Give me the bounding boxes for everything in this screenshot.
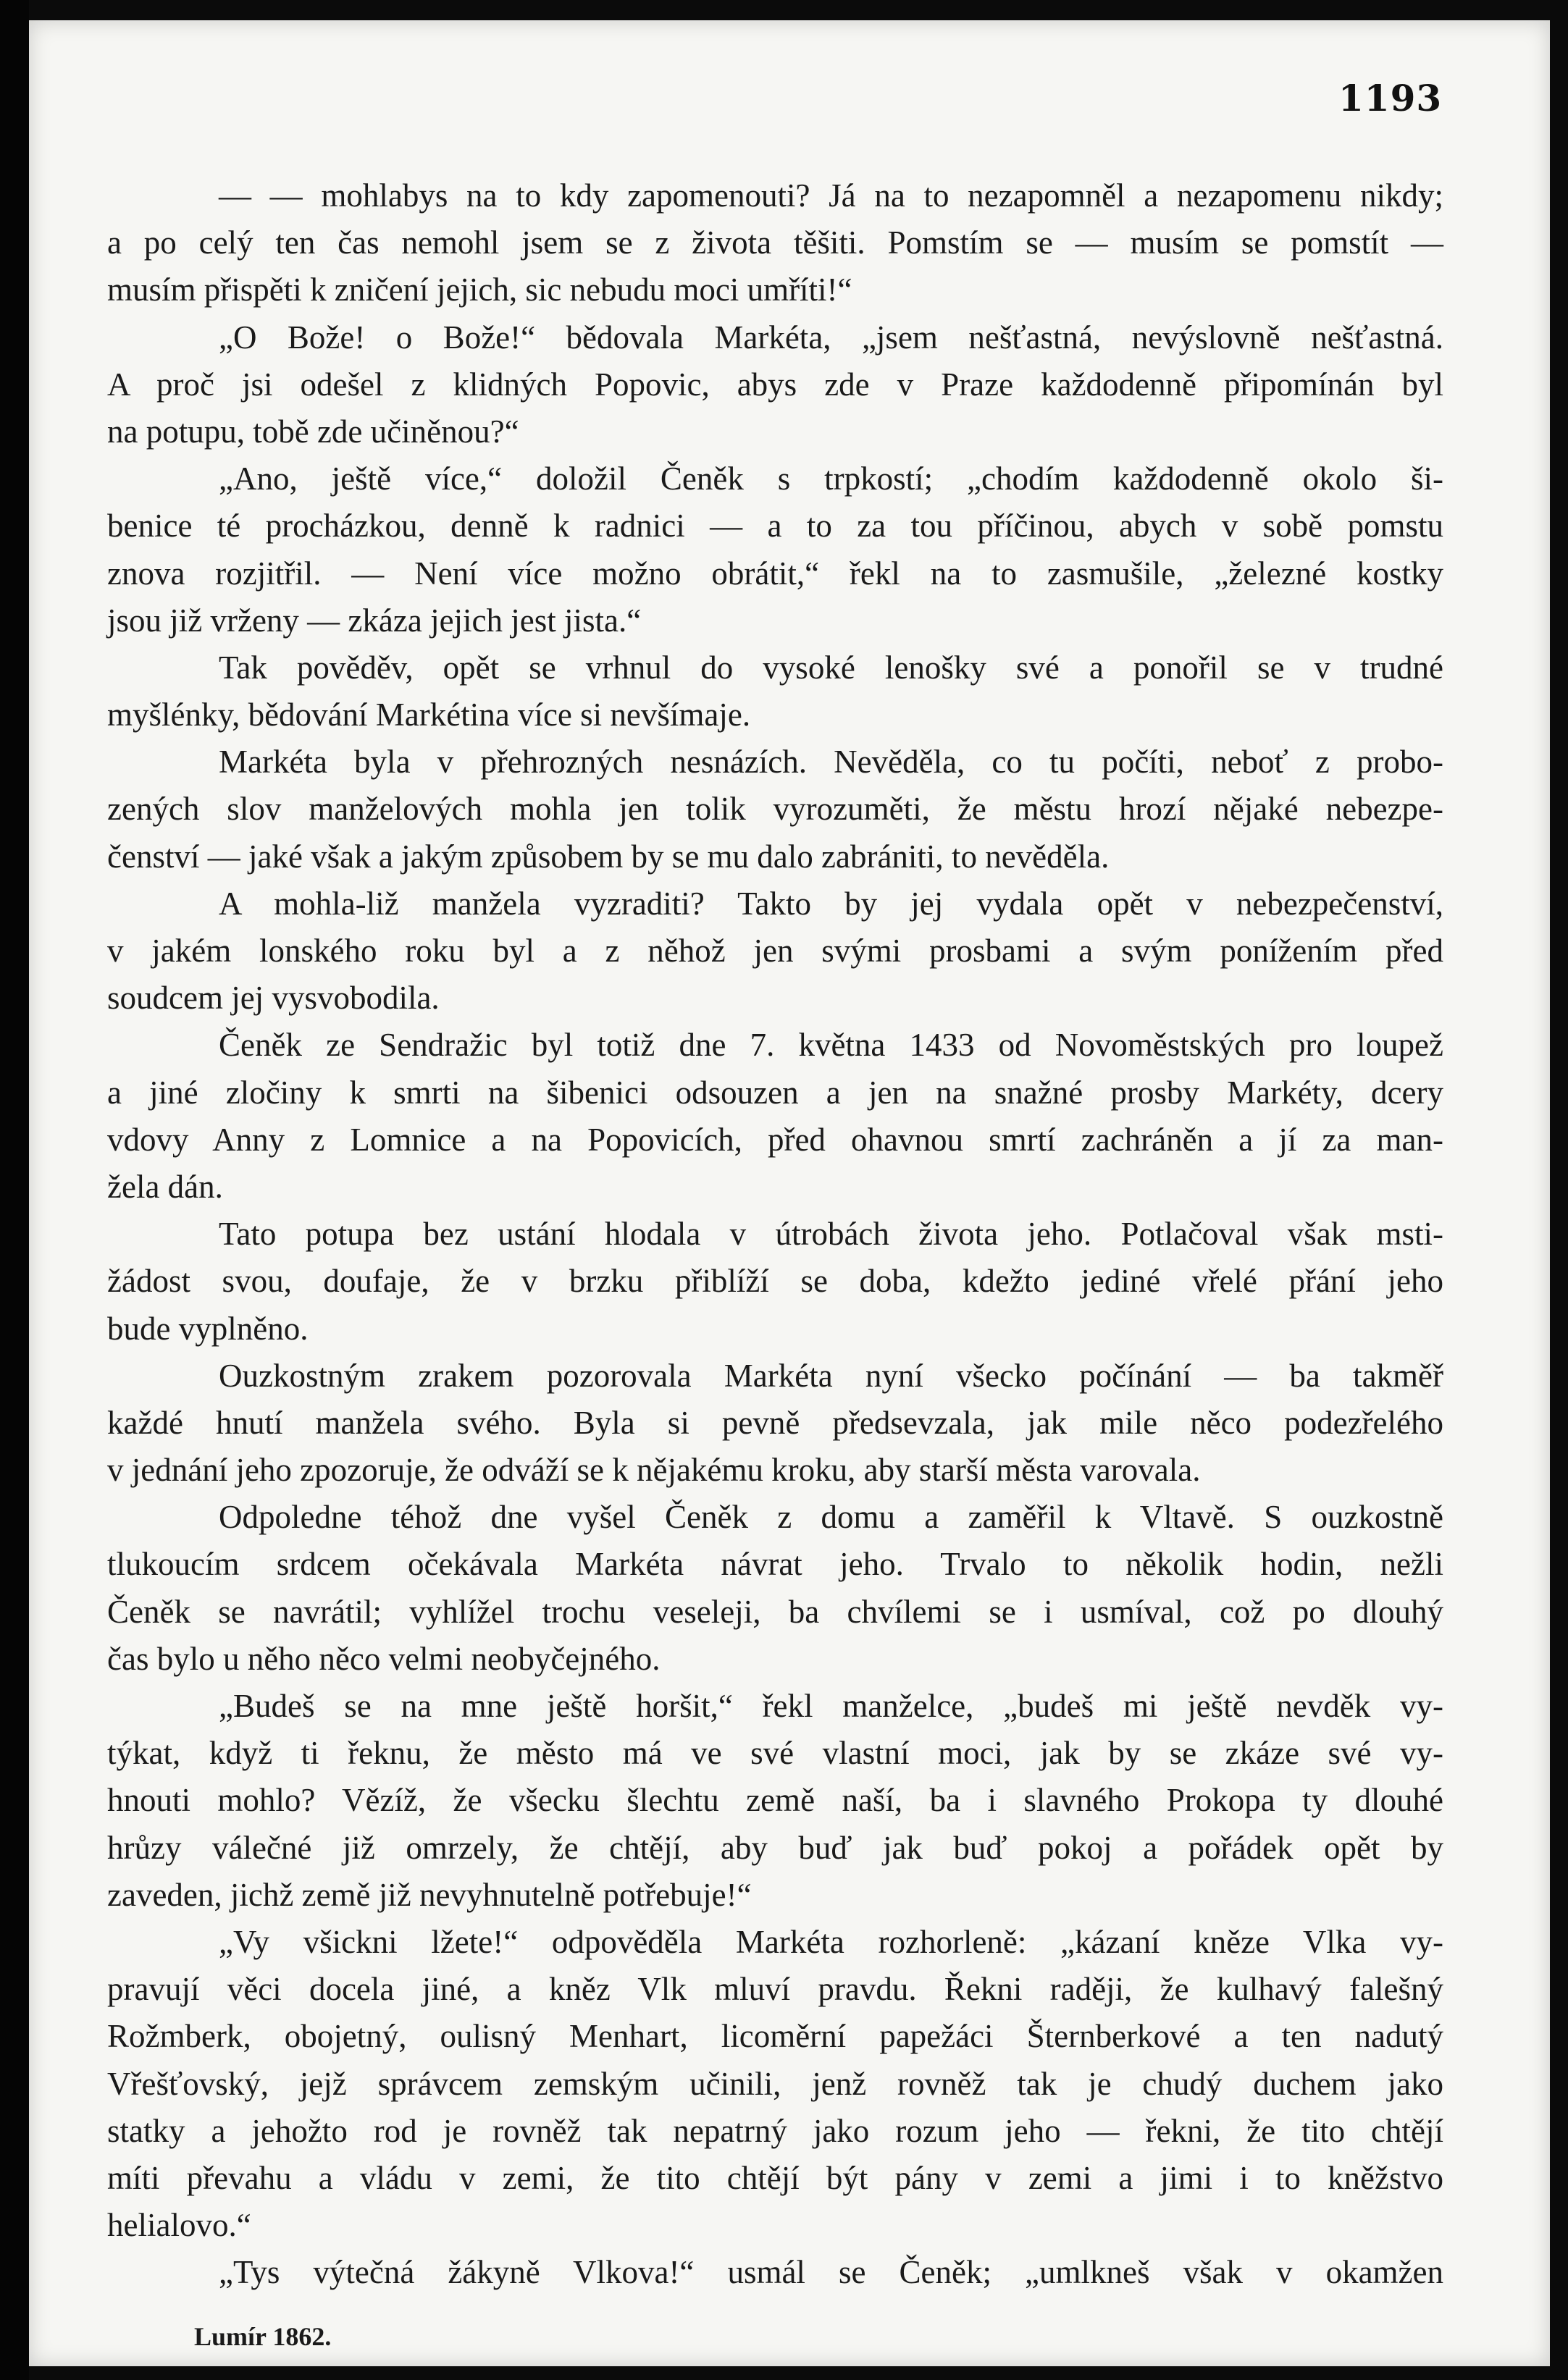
- text-line: „Tys výtečná žákyně Vlkova!“ usmál se Čeněk; „umlkneš však v okamžen: [219, 2254, 1443, 2291]
- text-line: Tak pověděv, opět se vrhnul do vysoké lenošky své a ponořil se v trudné: [219, 649, 1443, 686]
- text-line: a jiné zločiny k smrti na šibenici odsouzen a jen na snažné prosby Markéty, dcery: [107, 1074, 1443, 1111]
- text-line: míti převahu a vládu v zemi, že tito chtějí být pány v zemi a jimi i to kněžstvo: [107, 2159, 1443, 2196]
- text-line: týkat, když ti řeknu, že město má ve své vlastní moci, jak by se zkáze své vy-: [107, 1735, 1443, 1772]
- text-line: žádost svou, doufaje, že v brzku přiblíží se doba, kdežto jediné vřelé přání jeho: [107, 1263, 1443, 1300]
- text-line: zených slov manželových mohla jen tolik vyrozuměti, že městu hrozí nějaké nebezpe-: [107, 791, 1443, 828]
- text-line: tlukoucím srdcem očekávala Markéta návrat jeho. Trvalo to několik hodin, nežli: [107, 1546, 1443, 1583]
- text-line: statky a jehožto rod je rovněž tak nepatrný jako rozum jeho — řekni, že tito chtějí: [107, 2112, 1443, 2149]
- text-line: Rožmberk, obojetný, oulisný Menhart, licoměrní papežáci Šternberkové a ten nadutý: [107, 2018, 1443, 2055]
- text-line: čenství — jaké však a jakým způsobem by se mu dalo zabrániti, to nevěděla.: [107, 838, 1110, 875]
- text-line: myšlénky, bědování Markétina více si nevšímaje.: [107, 697, 751, 733]
- text-line: A mohla-liž manžela vyzraditi? Takto by jej vydala opět v nebezpečenství,: [219, 885, 1443, 922]
- scan-right-edge: [1550, 0, 1568, 2380]
- text-line: Odpoledne téhož dne vyšel Čeněk z domu a zaměřil k Vltavě. S ouzkostně: [219, 1499, 1443, 1536]
- text-line: na potupu, tobě zde učiněnou?“: [107, 413, 519, 450]
- text-line: znova rozjitřil. — Není více možno obrátit,“ řekl na to zasmušile, „železné kostky: [107, 555, 1443, 592]
- text-line: pravují věci docela jiné, a kněz Vlk mluví pravdu. Řekni raději, že kulhavý falešný: [107, 1971, 1443, 2008]
- text-line: Tato potupa bez ustání hlodala v útrobách života jeho. Potlačoval však msti-: [219, 1216, 1443, 1253]
- scan-left-edge: [0, 0, 29, 2380]
- text-line: soudcem jej vysvobodila.: [107, 980, 440, 1017]
- text-line: každé hnutí manžela svého. Byla si pevně předsevzala, jak mile něco podezřelého: [107, 1404, 1443, 1441]
- text-line: v jakém lonského roku byl a z něhož jen svými prosbami a svým ponížením před: [107, 933, 1443, 969]
- text-line: „O Bože! o Bože!“ bědovala Markéta, „jsem nešťastná, nevýslovně nešťastná.: [219, 319, 1443, 356]
- body-text: [107, 172, 1443, 2296]
- text-line: A proč jsi odešel z klidných Popovic, abys zde v Praze každodenně připomínán byl: [107, 366, 1443, 403]
- text-line: Čeněk ze Sendražic byl totiž dne 7. května 1433 od Novoměstských pro loupež: [219, 1027, 1443, 1064]
- text-line: bude vyplněno.: [107, 1310, 309, 1347]
- text-line: čas bylo u něho něco velmi neobyčejného.: [107, 1640, 661, 1677]
- text-line: hnouti mohlo? Vězíž, že všecku šlechtu země naší, ba i slavného Prokopa ty dlouhé: [107, 1782, 1443, 1819]
- text-line: „Budeš se na mne ještě horšit,“ řekl manželce, „budeš mi ještě nevděk vy-: [219, 1688, 1443, 1724]
- text-line: „Vy všickni lžete!“ odpověděla Markéta rozhorleně: „kázaní kněze Vlka vy-: [219, 1923, 1443, 1960]
- text-line: helialovo.“: [107, 2207, 251, 2244]
- text-line: zaveden, jichž země již nevyhnutelně potřebuje!“: [107, 1876, 752, 1913]
- text-line: Ouzkostným zrakem pozorovala Markéta nyní všecko počínání — ba takměř: [219, 1357, 1443, 1394]
- book-page: [29, 20, 1550, 2366]
- text-line: „Ano, ještě více,“ doložil Čeněk s trpkostí; „chodím každodenně okolo ši-: [219, 461, 1443, 497]
- text-line: v jednání jeho zpozoruje, že odváží se k nějakému kroku, aby starší města varovala.: [107, 1452, 1201, 1489]
- text-line: vdovy Anny z Lomnice a na Popovicích, před ohavnou smrtí zachráněn a jí za man-: [107, 1121, 1443, 1158]
- footer-signature: Lumír 1862.: [194, 2322, 332, 2351]
- text-line: jsou již vrženy — zkáza jejich jest jista.“: [107, 602, 642, 639]
- text-line: Markéta byla v přehrozných nesnázích. Nevěděla, co tu počíti, neboť z probo-: [219, 744, 1443, 781]
- text-line: hrůzy válečné již omrzely, že chtějí, aby buď jak buď pokoj a pořádek opět by: [107, 1829, 1443, 1866]
- text-line: musím přispěti k zničení jejich, sic nebudu moci umříti!“: [107, 272, 852, 308]
- text-line: Čeněk se navrátil; vyhlížel trochu veseleji, ba chvílemi se i usmíval, což po dlouhý: [107, 1593, 1443, 1630]
- text-line: a po celý ten čas nemohl jsem se z života těšiti. Pomstím se — musím se pomstít —: [107, 224, 1443, 261]
- page-number: 1193: [1338, 77, 1443, 119]
- text-line: — — mohlabys na to kdy zapomenouti? Já na to nezapomněl a nezapomenu nikdy;: [219, 177, 1443, 214]
- text-line: benice té procházkou, denně k radnici — a to za tou příčinou, abych v sobě pomstu: [107, 508, 1443, 544]
- text-line: žela dán.: [107, 1168, 223, 1205]
- text-line: Vřešťovský, jejž správcem zemským učinili, jenž rovněž tak je chudý duchem jako: [107, 2065, 1443, 2102]
